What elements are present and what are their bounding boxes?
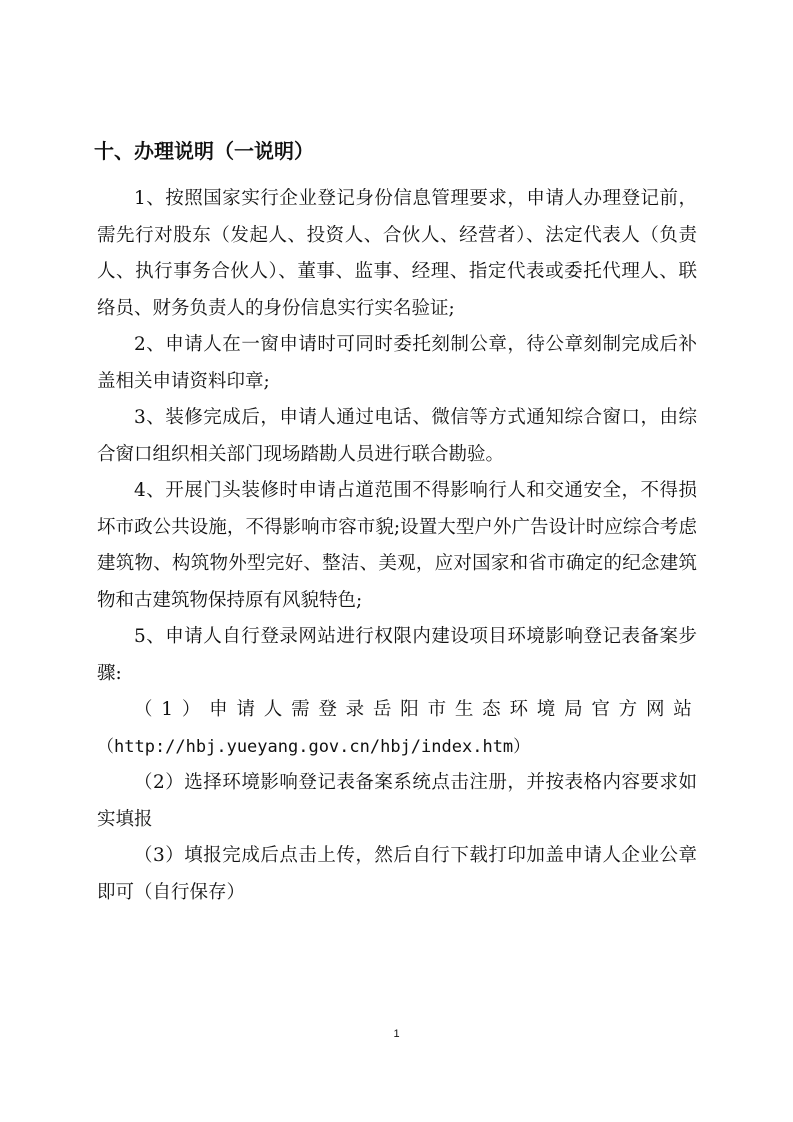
step-1-text: （1）申请人需登录岳阳市生态环境局官方网站 bbox=[134, 699, 697, 720]
step-2: （2）选择环境影响登记表备案系统点击注册，并按表格内容要求如实填报 bbox=[97, 772, 697, 830]
instruction-paragraph-2: 2、申请人在一窗申请时可同时委托刻制公章，待公章刻制完成后补盖相关申请资料印章; bbox=[97, 334, 697, 392]
step-3: （3）填报完成后点击上传，然后自行下载打印加盖申请人企业公章即可（自行保存） bbox=[97, 845, 697, 903]
instructions-body bbox=[97, 181, 697, 911]
instruction-paragraph-5: 5、申请人自行登录网站进行权限内建设项目环境影响登记表备案步骤: bbox=[97, 626, 697, 684]
instruction-paragraph-1: 1、按照国家实行企业登记身份信息管理要求，申请人办理登记前，需先行对股东（发起人、投资人、合伙人、经营者）、法定代表人（负责人、执行事务合伙人）、董事、监事、经理、指定代表或委托代理人、联络员、财务负责人的身份信息实行实名验证; bbox=[97, 188, 697, 319]
instruction-paragraph-4: 4、开展门头装修时申请占道范围不得影响行人和交通安全，不得损坏市政公共设施，不得影响市容市貌;设置大型户外广告设计时应综合考虑建筑物、构筑物外型完好、整洁、美观，应对国家和省市确定的纪念建筑物和古建筑物保持原有风貌特色; bbox=[97, 480, 697, 611]
section-heading: 十、办理说明（一说明） bbox=[94, 139, 314, 163]
step-1-url: （http://hbj.yueyang.gov.cn/hbj/index.htm） bbox=[97, 736, 531, 757]
instruction-paragraph-3: 3、装修完成后，申请人通过电话、微信等方式通知综合窗口，由综合窗口组织相关部门现场踏勘人员进行联合勘验。 bbox=[97, 407, 697, 465]
step-1 bbox=[97, 692, 697, 765]
page-number: 1 bbox=[393, 1028, 400, 1040]
